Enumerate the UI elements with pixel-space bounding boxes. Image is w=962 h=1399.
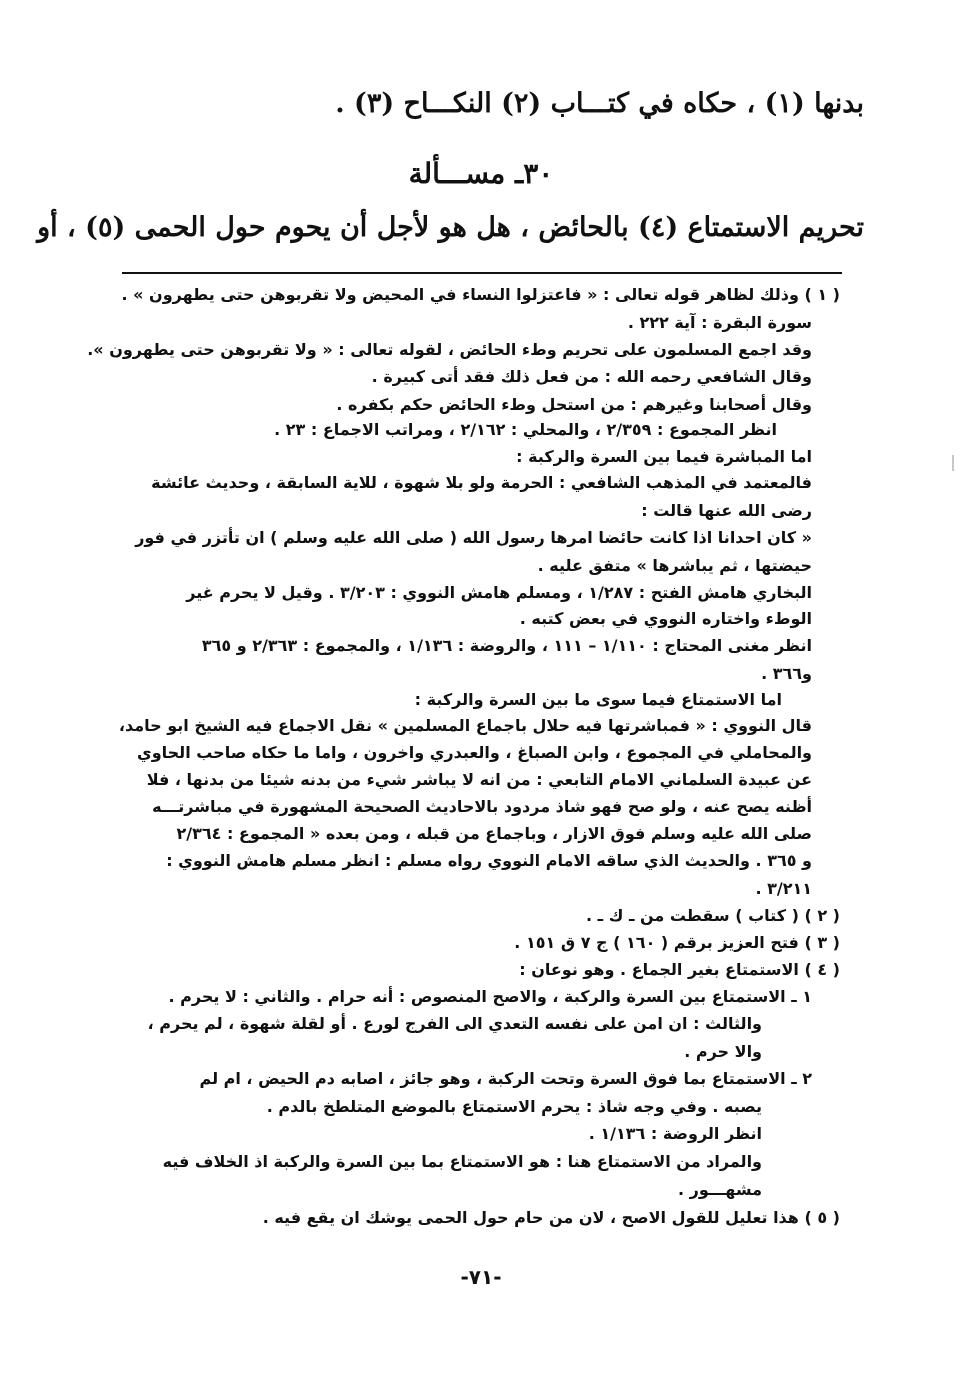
footnote-4-line-2: ١ ـ الاستمتاع بين السرة والركبة ، والاصح المنصوص : أنه حرام . والثاني : لا يحرم .	[168, 987, 812, 1006]
footnote-3: ( ٣ ) فتح العزيز برقم ( ١٦٠ ) ج ٧ ق ١٥١ .	[514, 933, 840, 952]
footnote-separator	[122, 272, 842, 274]
footnote-1-line-11: حيضتها ، ثم يباشرها » متفق عليه .	[537, 556, 812, 575]
scan-mark	[952, 455, 954, 471]
footnote-1-line-2: سورة البقرة : آية ٢٢٢ .	[627, 313, 812, 332]
footnote-1-line-1: ( ١ ) وذلك لظاهر قوله تعالى : « فاعتزلوا النساء في المحيض ولا تقربوهن حتى يطهرون » .	[121, 285, 840, 304]
section-title: ٣٠ـ مســـألة	[408, 157, 554, 190]
footnote-1-line-23: ٣/٢١١ .	[755, 879, 812, 898]
footnote-1-line-3: وقد اجمع المسلمون على تحريم وطء الحائض ، لقوله تعالى : « ولا تقربوهن حتى يطهرون ».	[87, 340, 812, 359]
footnote-4-line-3: والثالث : ان امن على نفسه التعدي الى الفرج لورع . أو لقلة شهوة ، لم يحرم ،	[147, 1014, 762, 1033]
footnote-4-line-7: انظر الروضة : ١/١٣٦ .	[588, 1124, 762, 1143]
footnote-1-line-7: اما المباشرة فيما بين السرة والركبة :	[516, 447, 812, 466]
footnote-1-line-16: اما الاستمتاع فيما سوى ما بين السرة والركبة :	[414, 690, 782, 709]
page-number: -٧١-	[460, 1265, 502, 1289]
footnote-1-line-10: « كان احدانا اذا كانت حائضا امرها رسول الله ( صلى الله عليه وسلم ) ان تأتزر في فور	[135, 528, 812, 547]
footnote-1-line-13: الوطء واختاره النووي في بعض كتبه .	[519, 609, 812, 628]
footnote-4-line-5: ٢ ـ الاستمتاع بما فوق السرة وتحت الركبة ، وهو جائز ، اصابه دم الحيض ، ام لم	[199, 1069, 812, 1088]
footnote-4-line-4: والا حرم .	[684, 1042, 762, 1061]
footnote-1-line-20: أظنه يصح عنه ، ولو صح فهو شاذ مردود بالاحاديث الصحيحة المشهورة في مباشرتـــه	[152, 797, 812, 816]
footnote-1-line-9: رضى الله عنها قالت :	[641, 501, 812, 520]
footnote-1-line-18: والمحاملي في المجموع ، وابن الصباغ ، والعبدري واخرون ، واما ما حكاه صاحب الحاوي	[137, 743, 812, 762]
footnote-1-line-12: البخاري هامش الفتح : ١/٢٨٧ ، ومسلم هامش النووي : ٣/٢٠٣ . وقيل لا يحرم غير	[186, 583, 812, 602]
footnote-1-line-22: و ٣٦٥ . والحديث الذي ساقه الامام النووي رواه مسلم : انظر مسلم هامش النووي :	[166, 851, 812, 870]
main-text-line-2: تحريم الاستمتاع (٤) بالحائض ، هل هو لأجل أن يحوم حول الحمى (٥) ، أو	[37, 212, 864, 243]
footnote-1-line-4: وقال الشافعي رحمه الله : من فعل ذلك فقد أتى كبيرة .	[371, 367, 812, 386]
footnote-1-line-14: انظر مغنى المحتاج : ١/١١٠ – ١١١ ، والروضة : ١/١٣٦ ، والمجموع : ٢/٣٦٣ و ٣٦٥	[201, 636, 812, 655]
footnote-4-line-8: والمراد من الاستمتاع هنا : هو الاستمتاع بما بين السرة والركبة اذ الخلاف فيه	[162, 1152, 762, 1171]
footnote-1-line-15: و٣٦٦ .	[761, 664, 812, 683]
footnote-4-line-6: يصبه . وفي وجه شاذ : يحرم الاستمتاع بالموضع المتلطخ بالدم .	[266, 1097, 762, 1116]
footnote-4-line-9: مشهـــور .	[677, 1180, 762, 1199]
footnote-1-line-21: صلى الله عليه وسلم فوق الازار ، وباجماع من قبله ، ومن بعده « المجموع : ٢/٣٦٤	[176, 824, 812, 843]
footnote-1-line-5: وقال أصحابنا وغيرهم : من استحل وطء الحائض حكم بكفره .	[336, 395, 812, 414]
main-text-line-1: بدنها (١) ، حكاه في كتـــاب (٢) النكـــاح (٣) .	[335, 88, 864, 119]
footnote-5: ( ٥ ) هذا تعليل للقول الاصح ، لان من حام حول الحمى يوشك ان يقع فيه .	[262, 1208, 840, 1227]
footnote-2: ( ٢ ) ( كتاب ) سقطت من ـ ك ـ .	[586, 906, 840, 925]
footnote-4-line-1: ( ٤ ) الاستمتاع بغير الجماع . وهو نوعان :	[519, 960, 840, 979]
footnote-1-line-19: عن عبيدة السلماني الامام التابعي : من انه لا يباشر شيء من بدنه شيئا من بدنها ، فلا	[146, 770, 812, 789]
footnote-1-line-17: قال النووي : « فمباشرتها فيه حلال باجماع المسلمين » نقل الاجماع فيه الشيخ ابو حامد،	[118, 716, 812, 735]
footnote-1-line-8: فالمعتمد في المذهب الشافعي : الحرمة ولو بلا شهوة ، للاية السابقة ، وحديث عائشة	[151, 473, 812, 492]
footnote-1-line-6: انظر المجموع : ٢/٣٥٩ ، والمحلي : ٢/١٦٢ ، ومراتب الاجماع : ٢٣ .	[274, 420, 777, 439]
